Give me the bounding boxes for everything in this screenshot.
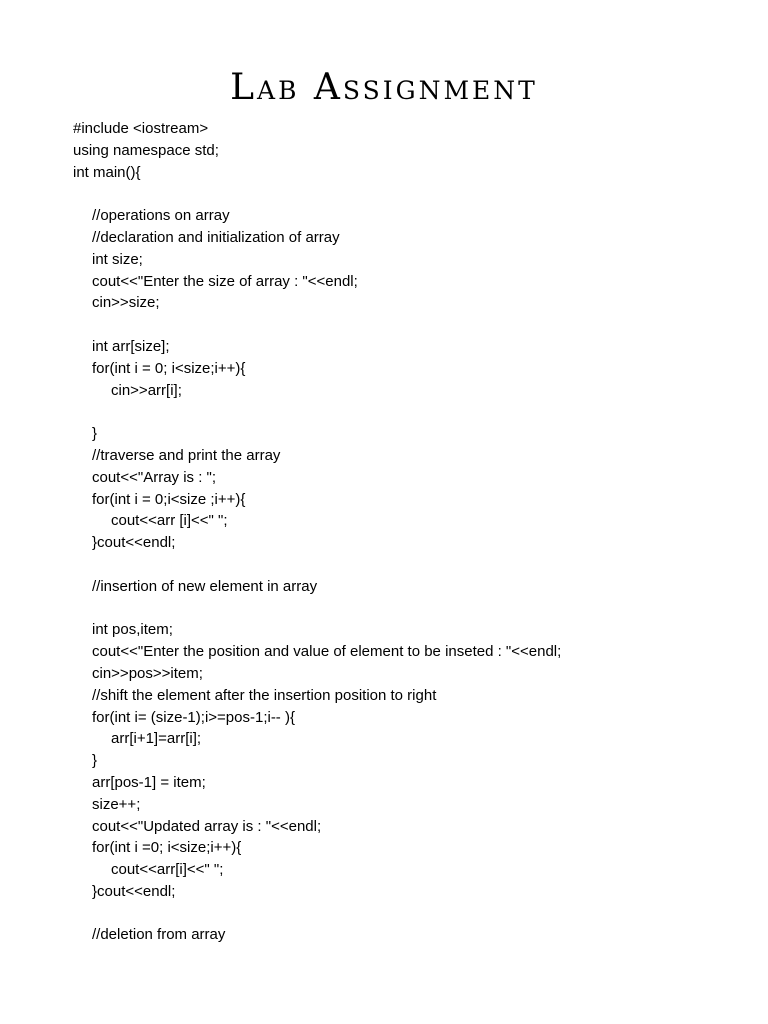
code-line: int size; [92,250,143,268]
blank-line [73,598,753,620]
code-line: int main(){ [73,163,141,181]
code-line: cout<<arr [i]<<" "; [111,512,228,530]
code-line: cout<<"Enter the size of array : "<<endl; [92,272,358,290]
code-line: //deletion from array [92,926,226,944]
code-line: //traverse and print the array [92,446,281,464]
code-line: cin>>size; [92,294,160,312]
code-line: cin>>arr[i]; [111,381,182,399]
code-line: //operations on array [92,207,230,225]
code-line: for(int i = 0;i<size ;i++){ [92,490,246,508]
code-line: cin>>pos>>item; [92,664,203,682]
code-line: int pos,item; [92,621,173,639]
code-line: //declaration and initialization of array [92,228,340,246]
code-line: cout<<"Array is : "; [92,468,217,486]
code-line: for(int i =0; i<size;i++){ [92,839,242,857]
code-line: } [92,752,98,770]
code-line: arr[i+1]=arr[i]; [111,730,202,748]
code-line: arr[pos-1] = item; [92,773,206,791]
code-line: size++; [92,795,141,813]
code-line: //insertion of new element in array [92,577,318,595]
blank-line [73,183,753,205]
code-line: for(int i= (size-1);i>=pos-1;i-- ){ [92,708,295,726]
code-line: cout<<arr[i]<<" "; [111,861,224,879]
page-title: Lab Assignment [230,67,538,108]
code-line: for(int i = 0; i<size;i++){ [92,359,246,377]
code-line: #include <iostream> [73,120,209,137]
code-line: //shift the element after the insertion position to right [92,686,437,704]
code-line: }cout<<endl; [92,534,176,552]
blank-line [73,401,753,423]
code-line: int arr[size]; [92,337,170,355]
code-line: }cout<<endl; [92,882,176,900]
blank-line [73,554,753,576]
blank-line [73,903,753,925]
code-line: cout<<"Updated array is : "<<endl; [92,817,322,835]
code-listing [73,118,753,946]
code-line: using namespace std; [73,141,219,159]
code-line: } [92,425,98,443]
blank-line [73,314,753,336]
code-line: cout<<"Enter the position and value of element to be inseted : "<<endl; [92,643,562,661]
